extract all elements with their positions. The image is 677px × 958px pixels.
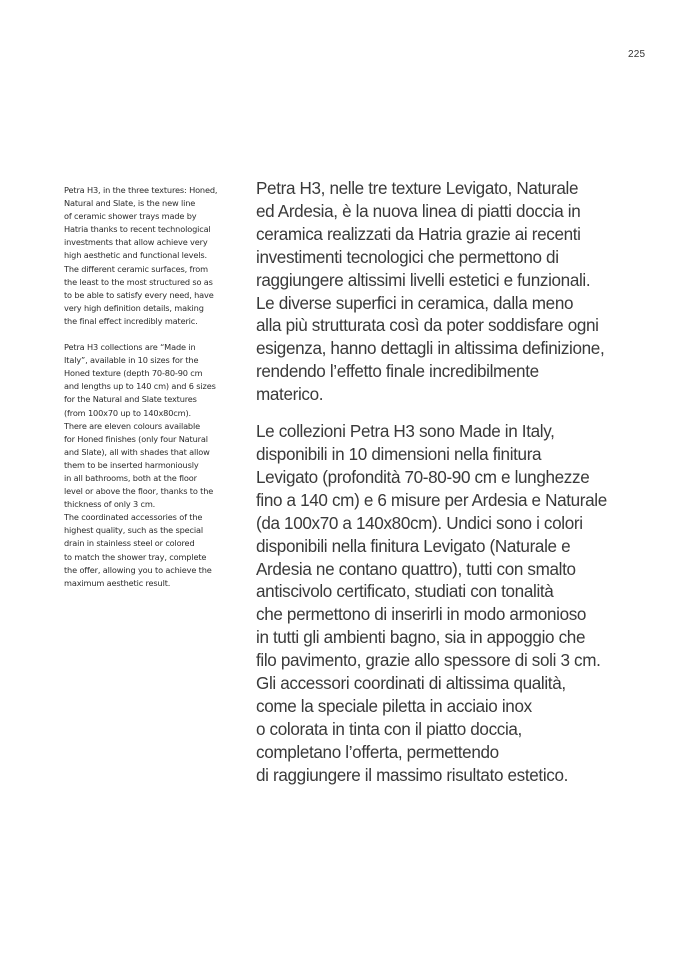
- text-line: and lengths up to 140 cm) and 6 sizes: [64, 381, 216, 392]
- text-line: Levigato (profondità 70-80-90 cm e lunghezze: [256, 467, 590, 487]
- text-line: filo pavimento, grazie allo spessore di soli 3 cm.: [256, 651, 601, 671]
- text-line: antiscivolo certificato, studiati con tonalità: [256, 582, 554, 602]
- text-line: them to be inserted harmoniously: [64, 459, 199, 470]
- text-line: disponibili in 10 dimensioni nella finitura: [256, 444, 542, 464]
- text-line: raggiungere altissimi livelli estetici e funzionali.: [256, 270, 591, 290]
- text-line: for Honed finishes (only four Natural: [64, 433, 208, 444]
- text-line: Le collezioni Petra H3 sono Made in Italy,: [256, 422, 555, 442]
- text-line: ed Ardesia, è la nuova linea di piatti doccia in: [256, 201, 581, 221]
- text-line: o colorata in tinta con il piatto doccia,: [256, 719, 522, 739]
- text-line: maximum aesthetic result.: [64, 577, 171, 588]
- text-line: for the Natural and Slate textures: [64, 394, 197, 405]
- text-line: che permettono di inserirli in modo armonioso: [256, 605, 587, 625]
- english-paragraph-intro: [64, 184, 248, 328]
- italian-text-column: [256, 178, 636, 788]
- text-line: di raggiungere il massimo risultato estetico.: [256, 765, 569, 785]
- english-paragraph-collections: [64, 341, 248, 590]
- text-line: come la speciale piletta in acciaio inox: [256, 696, 532, 716]
- text-line: ceramica realizzati da Hatria grazie ai recenti: [256, 224, 581, 244]
- text-line: Petra H3, nelle tre texture Levigato, Naturale: [256, 179, 579, 198]
- text-line: investments that allow achieve very: [64, 237, 208, 248]
- text-line: investimenti tecnologici che permettono di: [256, 247, 559, 267]
- text-line: level or above the floor, thanks to the: [64, 486, 214, 497]
- text-line: Le diverse superfici in ceramica, dalla meno: [256, 293, 574, 313]
- text-line: high aesthetic and functional levels.: [64, 250, 207, 261]
- text-line: Petra H3 collections are “Made in: [64, 342, 196, 353]
- text-line: (da 100x70 a 140x80cm). Undici sono i colori: [256, 513, 583, 533]
- text-line: in all bathrooms, both at the floor: [64, 472, 197, 483]
- text-line: Italy”, available in 10 sizes for the: [64, 355, 199, 366]
- english-text-column: [64, 184, 248, 590]
- text-line: fino a 140 cm) e 6 misure per Ardesia e Naturale: [256, 490, 607, 510]
- text-line: the offer, allowing you to achieve the: [64, 564, 212, 575]
- text-line: rendendo l’effetto finale incredibilmente: [256, 362, 539, 382]
- text-line: very high definition details, making: [64, 302, 204, 313]
- text-line: in tutti gli ambienti bagno, sia in appoggio che: [256, 628, 586, 648]
- text-line: materico.: [256, 385, 324, 405]
- text-line: The different ceramic surfaces, from: [64, 263, 208, 274]
- text-line: thickness of only 3 cm.: [64, 499, 156, 510]
- text-line: (from 100x70 up to 140x80cm).: [64, 407, 191, 418]
- text-line: to be able to satisfy every need, have: [64, 289, 214, 300]
- text-line: There are eleven colours available: [64, 420, 200, 431]
- text-line: Ardesia ne contano quattro), tutti con smalto: [256, 559, 576, 579]
- page-number: 225: [628, 49, 646, 60]
- text-line: to match the shower tray, complete: [64, 551, 207, 562]
- text-line: the final effect incredibly materic.: [64, 315, 198, 326]
- text-line: The coordinated accessories of the: [64, 512, 203, 523]
- text-line: esigenza, hanno dettagli in altissima definizione,: [256, 339, 605, 359]
- text-line: highest quality, such as the special: [64, 525, 204, 536]
- text-line: Natural and Slate, is the new line: [64, 198, 196, 209]
- text-line: Honed texture (depth 70-80-90 cm: [64, 368, 203, 379]
- italian-paragraph-intro: [256, 178, 636, 407]
- text-line: of ceramic shower trays made by: [64, 211, 197, 222]
- text-line: the least to the most structured so as: [64, 276, 213, 287]
- text-line: disponibili nella finitura Levigato (Naturale e: [256, 536, 571, 556]
- text-line: Gli accessori coordinati di altissima qualità,: [256, 674, 566, 694]
- text-line: Hatria thanks to recent technological: [64, 224, 211, 235]
- text-line: drain in stainless steel or colored: [64, 538, 195, 549]
- text-line: completano l’offerta, permettendo: [256, 742, 499, 762]
- italian-paragraph-collections: [256, 421, 636, 788]
- text-line: Petra H3, in the three textures: Honed,: [64, 185, 218, 195]
- text-line: and Slate), all with shades that allow: [64, 446, 210, 457]
- text-line: alla più strutturata così da poter soddisfare ogni: [256, 316, 599, 336]
